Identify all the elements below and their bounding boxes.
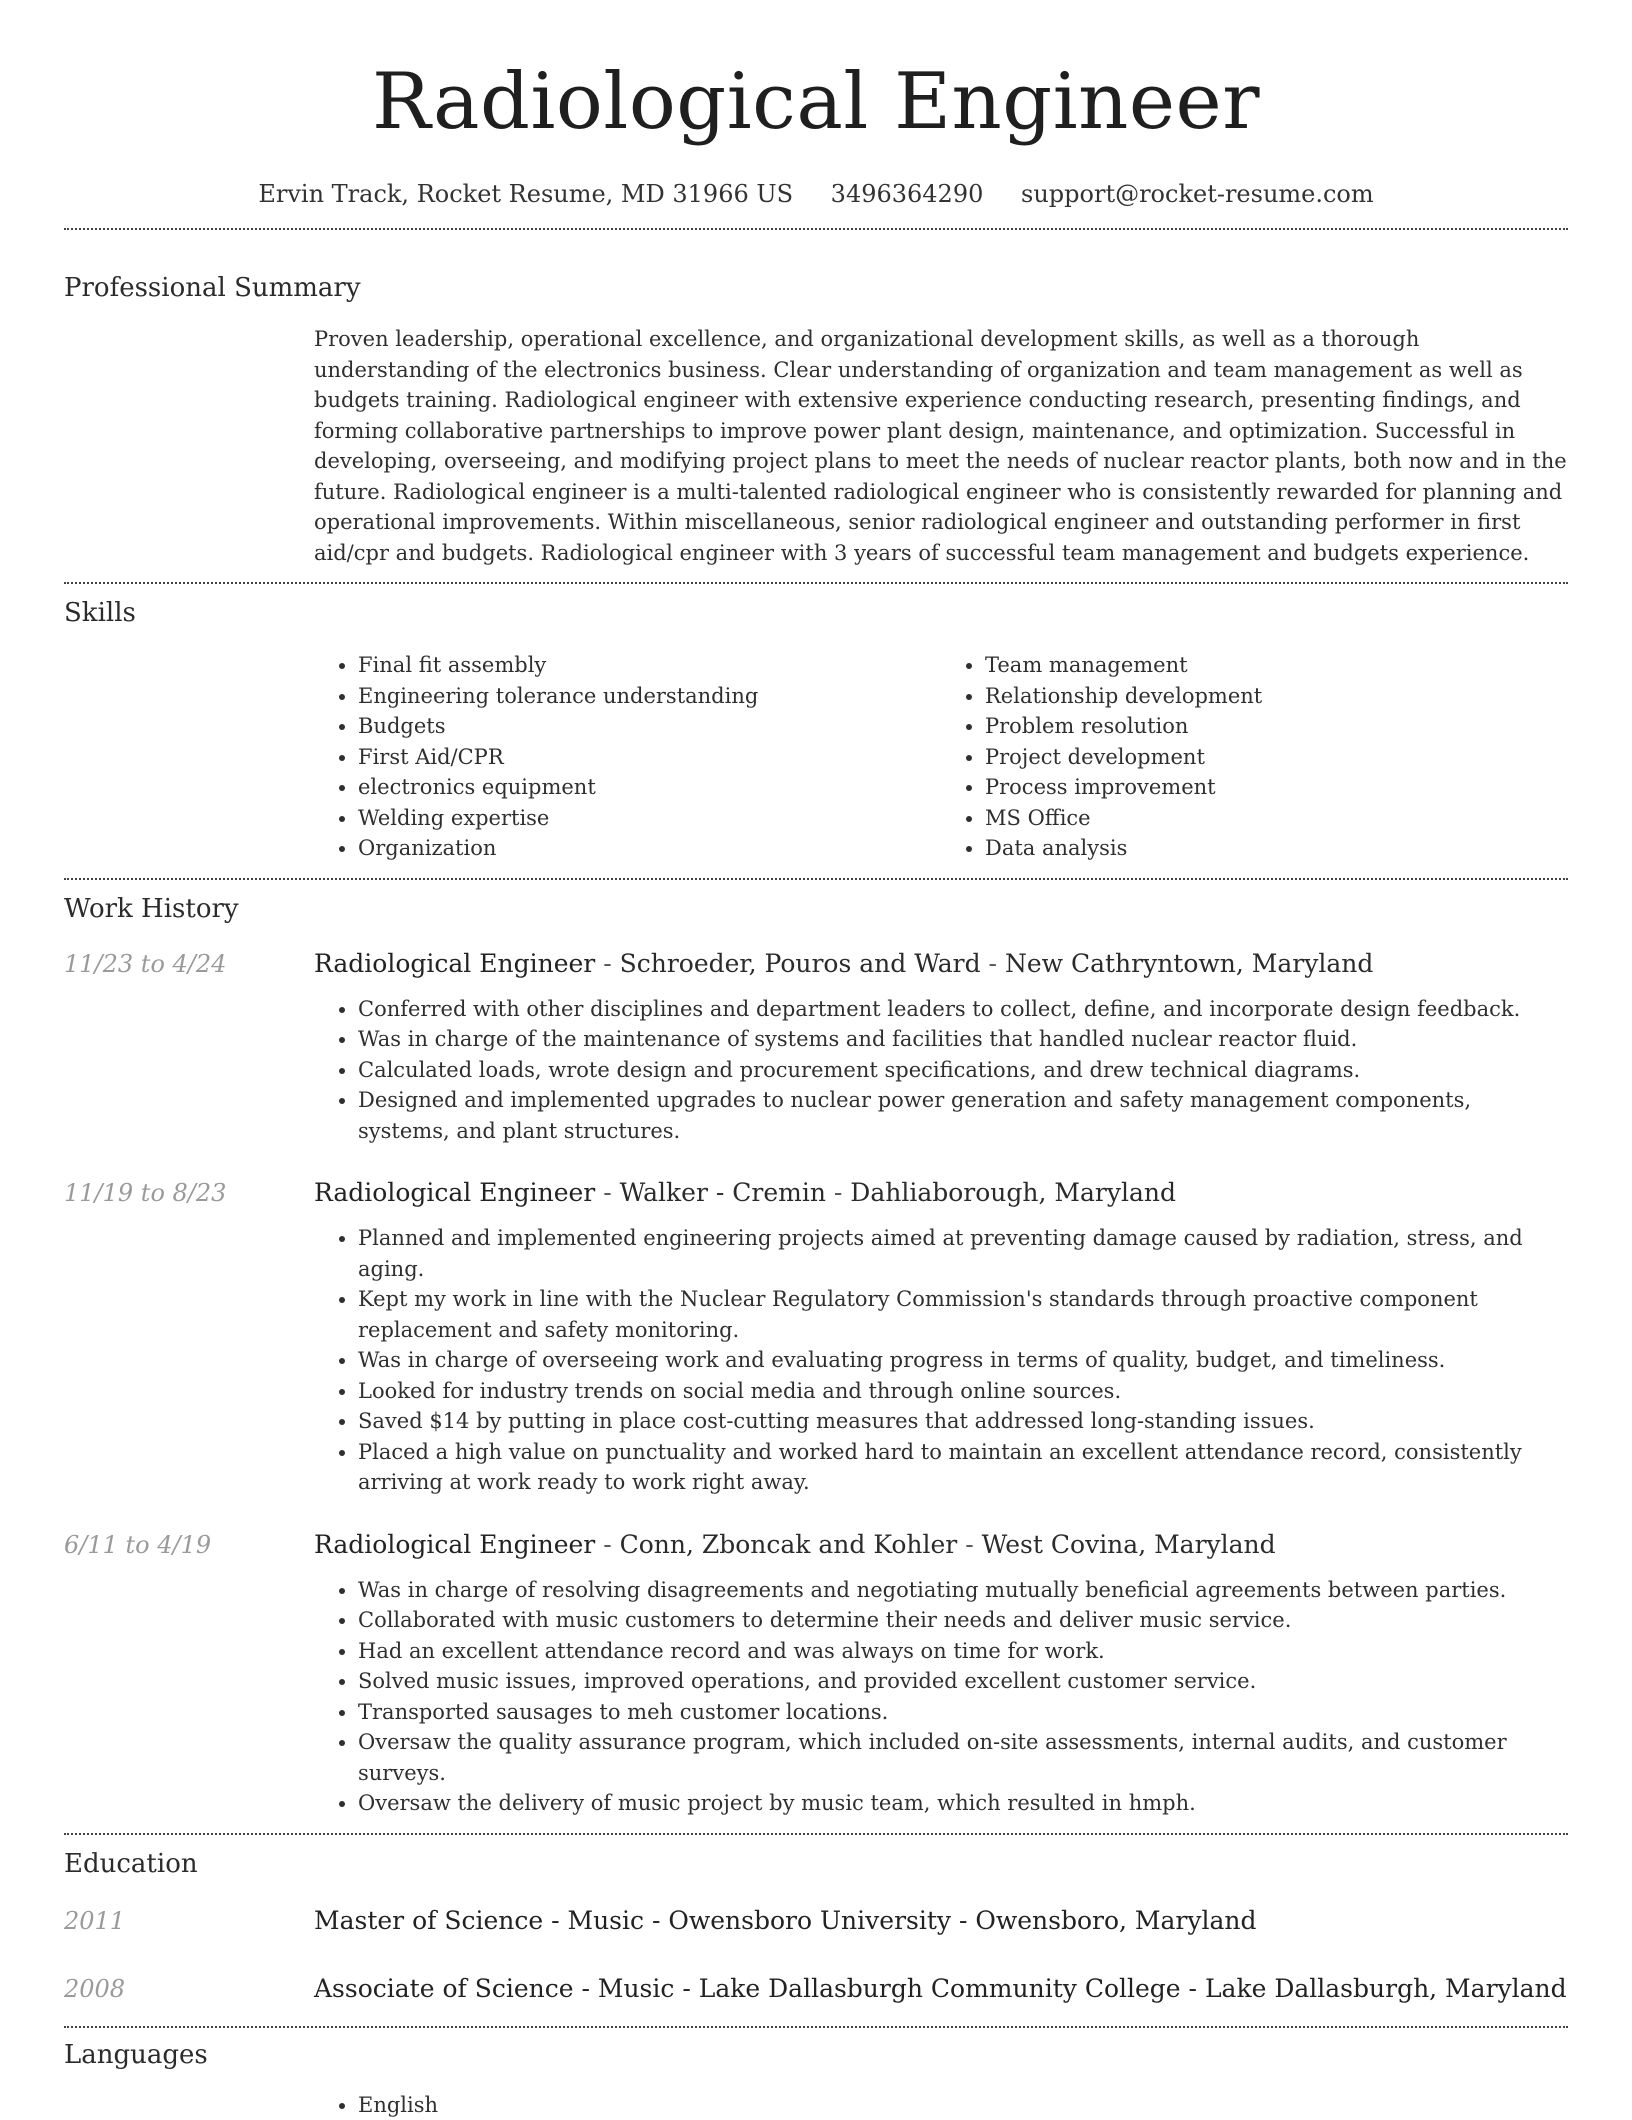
job-role: Radiological Engineer bbox=[314, 1178, 595, 1207]
skills-columns bbox=[314, 650, 1568, 864]
job-role: Radiological Engineer bbox=[314, 949, 595, 978]
job-bullet: • Transported sausages to meh customer locations. bbox=[358, 1697, 1568, 1728]
skill-item: • MS Office bbox=[985, 803, 1568, 834]
divider bbox=[64, 2026, 1568, 2028]
summary-section bbox=[64, 270, 1568, 568]
job-bullet: • Had an excellent attendance record and was always on time for work. bbox=[358, 1636, 1568, 1667]
job-title bbox=[314, 1176, 1176, 1210]
job-title bbox=[314, 1528, 1276, 1562]
job-bullet: • Calculated loads, wrote design and procurement specifications, and drew technical diagrams. bbox=[358, 1055, 1568, 1086]
job-role: Radiological Engineer bbox=[314, 1530, 595, 1559]
job-bullet: • Designed and implemented upgrades to nuclear power generation and safety management components, systems, and plant structures. bbox=[358, 1085, 1568, 1146]
job-location: West Covina, Maryland bbox=[982, 1530, 1276, 1559]
education-entry bbox=[64, 1904, 1568, 1938]
section-title-skills: Skills bbox=[64, 595, 1568, 631]
skills-list-left bbox=[314, 650, 941, 864]
education-school: Owensboro University bbox=[668, 1906, 951, 1935]
skill-item: • Relationship development bbox=[985, 681, 1568, 712]
separator: - bbox=[981, 949, 1005, 978]
education-school: Lake Dallasburgh Community College bbox=[699, 1974, 1181, 2003]
job-bullet: • Kept my work in line with the Nuclear Regulatory Commission's standards through proactive component replacement and safety monitoring. bbox=[358, 1284, 1568, 1345]
skill-item: • Project development bbox=[985, 742, 1568, 773]
education-year: 2008 bbox=[64, 1972, 314, 2006]
job-entry bbox=[64, 1528, 1568, 1819]
job-header bbox=[64, 947, 1568, 981]
contact-address: Ervin Track, Rocket Resume, MD 31966 US bbox=[258, 180, 793, 208]
resume-name: Radiological Engineer bbox=[64, 0, 1568, 156]
separator: - bbox=[957, 1530, 981, 1559]
section-title-education: Education bbox=[64, 1846, 1568, 1882]
job-bullet: • Oversaw the delivery of music project by music team, which resulted in hmph. bbox=[358, 1788, 1568, 1819]
skill-item: • Engineering tolerance understanding bbox=[358, 681, 941, 712]
job-duties bbox=[314, 1223, 1568, 1498]
contact-phone: 3496364290 bbox=[831, 180, 984, 208]
section-title-summary: Professional Summary bbox=[64, 270, 1568, 306]
education-location: Owensboro, Maryland bbox=[975, 1906, 1256, 1935]
job-title bbox=[314, 947, 1373, 981]
job-bullet: • Was in charge of resolving disagreements and negotiating mutually beneficial agreements between parties. bbox=[358, 1575, 1568, 1606]
separator: - bbox=[644, 1906, 668, 1935]
job-bullet: • Conferred with other disciplines and department leaders to collect, define, and incorporate design feedback. bbox=[358, 994, 1568, 1025]
job-header bbox=[64, 1528, 1568, 1562]
education-title bbox=[314, 1904, 1257, 1938]
job-dates: 11/19 to 8/23 bbox=[64, 1176, 314, 1210]
separator: - bbox=[595, 1178, 619, 1207]
divider bbox=[64, 228, 1568, 230]
job-duties bbox=[314, 1575, 1568, 1819]
divider bbox=[64, 1833, 1568, 1835]
job-bullet: • Oversaw the quality assurance program, which included on-site assessments, internal audits, and customer surveys. bbox=[358, 1727, 1568, 1788]
job-dates: 11/23 to 4/24 bbox=[64, 947, 314, 981]
section-title-work: Work History bbox=[64, 891, 1568, 927]
job-header bbox=[64, 1176, 1568, 1210]
job-bullet: • Planned and implemented engineering projects aimed at preventing damage caused by radiation, stress, and aging. bbox=[358, 1223, 1568, 1284]
contact-email: support@rocket-resume.com bbox=[1021, 180, 1374, 208]
job-bullet: • Collaborated with music customers to determine their needs and deliver music service. bbox=[358, 1605, 1568, 1636]
skills-list-right bbox=[941, 650, 1568, 864]
job-bullet: • Saved $14 by putting in place cost-cutting measures that addressed long-standing issues. bbox=[358, 1406, 1568, 1437]
separator: - bbox=[826, 1178, 850, 1207]
languages-section bbox=[64, 2037, 1568, 2120]
education-year: 2011 bbox=[64, 1904, 314, 1938]
education-degree: Master of Science - Music bbox=[314, 1906, 644, 1935]
languages-list bbox=[314, 2090, 1568, 2120]
skill-item: • Organization bbox=[358, 833, 941, 864]
section-title-languages: Languages bbox=[64, 2037, 1568, 2073]
contact-line bbox=[64, 178, 1568, 210]
job-entry bbox=[64, 1176, 1568, 1498]
divider bbox=[64, 878, 1568, 880]
job-bullet: • Solved music issues, improved operations, and provided excellent customer service. bbox=[358, 1666, 1568, 1697]
separator: - bbox=[595, 949, 619, 978]
job-bullet: • Was in charge of the maintenance of systems and facilities that handled nuclear reactor fluid. bbox=[358, 1024, 1568, 1055]
job-entry bbox=[64, 947, 1568, 1147]
job-dates: 6/11 to 4/19 bbox=[64, 1528, 314, 1562]
education-degree: Associate of Science - Music bbox=[314, 1974, 674, 2003]
skills-section bbox=[64, 595, 1568, 864]
job-location: Dahliaborough, Maryland bbox=[850, 1178, 1176, 1207]
education-location: Lake Dallasburgh, Maryland bbox=[1205, 1974, 1567, 2003]
job-company: Conn, Zboncak and Kohler bbox=[620, 1530, 958, 1559]
separator: - bbox=[674, 1974, 698, 2003]
job-location: New Cathryntown, Maryland bbox=[1005, 949, 1373, 978]
summary-body bbox=[314, 324, 1568, 568]
job-bullet: • Looked for industry trends on social media and through online sources. bbox=[358, 1376, 1568, 1407]
job-company: Schroeder, Pouros and Ward bbox=[620, 949, 981, 978]
skill-item: • electronics equipment bbox=[358, 772, 941, 803]
job-bullet: • Was in charge of overseeing work and evaluating progress in terms of quality, budget, and timeliness. bbox=[358, 1345, 1568, 1376]
skill-item: • Problem resolution bbox=[985, 711, 1568, 742]
education-title bbox=[314, 1972, 1567, 2006]
education-section bbox=[64, 1846, 1568, 2006]
job-duties bbox=[314, 994, 1568, 1147]
separator: - bbox=[595, 1530, 619, 1559]
skill-item: • Final fit assembly bbox=[358, 650, 941, 681]
language-item: • English bbox=[358, 2090, 1568, 2120]
skill-item: • Welding expertise bbox=[358, 803, 941, 834]
separator: - bbox=[1181, 1974, 1205, 2003]
skill-item: • First Aid/CPR bbox=[358, 742, 941, 773]
skill-item: • Process improvement bbox=[985, 772, 1568, 803]
summary-text: Proven leadership, operational excellence, and organizational development skills, as well as a thorough understanding of the electronics business. Clear understanding of organization and team management as well as budgets training. Radiological engineer with extensive experience conducting research, presenting findings, and forming collaborative partnerships to improve power plant design, maintenance, and optimization. Successful in developing, overseeing, and modifying project plans to meet the needs of nuclear reactor plants, both now and in the future. Radiological engineer is a multi-talented radiological engineer who is consistently rewarded for planning and operational improvements. Within miscellaneous, senior radiological engineer and outstanding performer in first aid/cpr and budgets. Radiological engineer with 3 years of successful team management and budgets experience. bbox=[314, 324, 1568, 568]
divider bbox=[64, 582, 1568, 584]
education-entry bbox=[64, 1972, 1568, 2006]
job-company: Walker - Cremin bbox=[620, 1178, 826, 1207]
skill-item: • Data analysis bbox=[985, 833, 1568, 864]
separator: - bbox=[951, 1906, 975, 1935]
skill-item: • Team management bbox=[985, 650, 1568, 681]
job-bullet: • Placed a high value on punctuality and worked hard to maintain an excellent attendance record, consistently arriving at work ready to work right away. bbox=[358, 1437, 1568, 1498]
skill-item: • Budgets bbox=[358, 711, 941, 742]
work-section bbox=[64, 891, 1568, 1819]
